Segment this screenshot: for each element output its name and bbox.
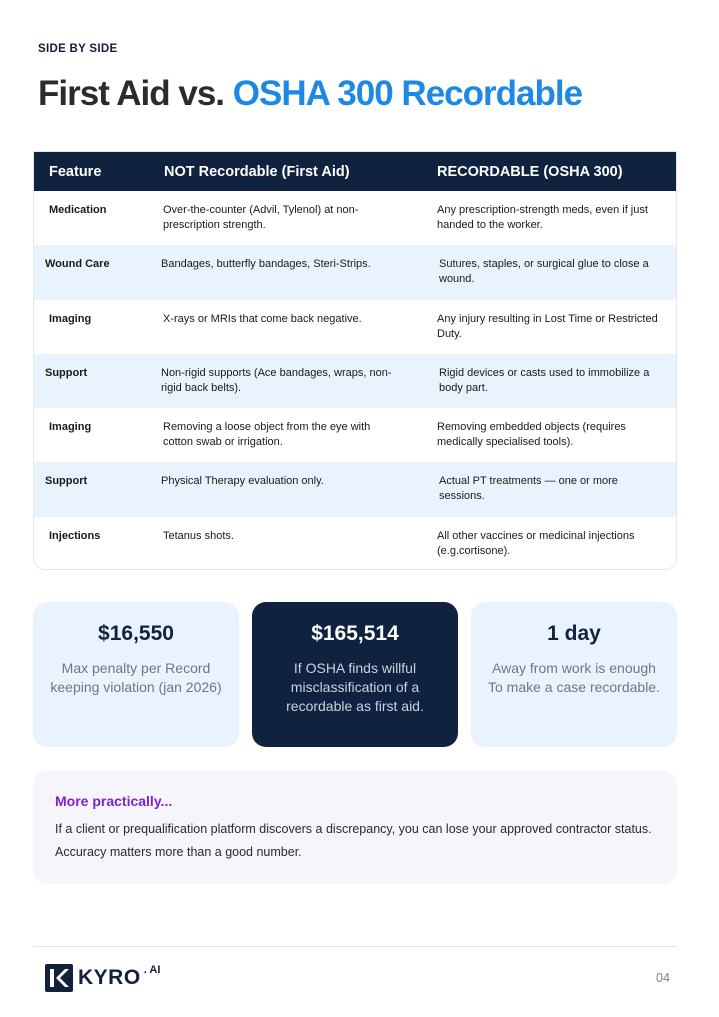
feature-cell: Imaging: [49, 312, 92, 325]
table-row: [34, 354, 676, 408]
stat-description: Max penalty per Record keeping violation (jan 2026): [50, 660, 222, 695]
table-header: [34, 152, 676, 191]
recordable-cell: Removing embedded objects (requires medically specialised tools).: [437, 421, 626, 449]
first-aid-cell: Tetanus shots.: [163, 529, 234, 542]
recordable-cell: Actual PT treatments — one or more sessions.: [439, 475, 618, 503]
kyro-logo: [45, 963, 160, 993]
stats-row: [33, 602, 677, 747]
first-aid-cell: Physical Therapy evaluation only.: [161, 475, 324, 488]
stat-card-willful: [252, 602, 458, 747]
recordable-cell: Any injury resulting in Lost Time or Restricted Duty.: [437, 312, 658, 340]
table-row: [34, 245, 676, 299]
title-accent: OSHA 300 Recordable: [232, 74, 583, 113]
eyebrow-label: SIDE BY SIDE: [38, 43, 118, 55]
feature-cell: Support: [45, 475, 88, 488]
table-row: [34, 408, 676, 462]
recordable-cell: Any prescription-strength meds, even if just handed to the worker.: [437, 204, 648, 231]
page-title: [38, 74, 582, 114]
kyro-logo-icon: [45, 964, 73, 992]
note-heading: More practically...: [55, 793, 173, 809]
first-aid-cell: Non-rigid supports (Ace bandages, wraps, non-rigid back belts).: [161, 366, 392, 394]
feature-cell: Wound Care: [45, 258, 110, 271]
first-aid-cell: Over-the-counter (Advil, Tylenol) at non-prescription strength.: [163, 204, 359, 231]
table-row: [34, 300, 676, 354]
stat-card-penalty: [33, 602, 239, 747]
logo-wordmark: KYRO: [78, 966, 141, 989]
feature-cell: Medication: [49, 204, 107, 216]
comparison-table: [33, 151, 677, 570]
feature-cell: Imaging: [49, 421, 92, 434]
table-row: [34, 191, 676, 245]
stat-value: 1 day: [547, 622, 601, 645]
logo-suffix: . AI: [143, 964, 161, 976]
page-number: 04: [656, 971, 670, 985]
stat-value: $165,514: [311, 622, 399, 645]
stat-description: If OSHA finds willful misclassification of a recordable as first aid.: [286, 660, 424, 714]
recordable-cell: Rigid devices or casts used to immobilize a body part.: [439, 366, 650, 394]
column-header-recordable: RECORDABLE (OSHA 300): [437, 163, 623, 180]
footer-divider: [33, 946, 677, 947]
recordable-cell: All other vaccines or medicinal injections (e.g.cortisone).: [437, 529, 635, 557]
column-header-first-aid: NOT Recordable (First Aid): [164, 163, 350, 180]
first-aid-cell: X-rays or MRIs that come back negative.: [163, 312, 362, 325]
note-body: If a client or prequalification platform discovers a discrepancy, you can lose your approved contractor status. Accuracy matters more than a good number.: [55, 822, 652, 859]
stat-card-one-day: [471, 602, 677, 747]
recordable-cell: Sutures, staples, or surgical glue to close a wound.: [439, 258, 649, 286]
stat-value: $16,550: [98, 622, 174, 645]
note-callout: [33, 771, 677, 884]
stat-description: Away from work is enough To make a case recordable.: [488, 660, 660, 695]
column-header-feature: Feature: [49, 163, 102, 180]
feature-cell: Support: [45, 366, 88, 379]
title-main: First Aid vs.: [38, 74, 225, 113]
table-row: [34, 462, 676, 516]
feature-cell: Injections: [49, 529, 101, 542]
table-row: [34, 517, 676, 570]
first-aid-cell: Bandages, butterfly bandages, Steri-Strips.: [161, 258, 371, 271]
first-aid-cell: Removing a loose object from the eye with cotton swab or irrigation.: [163, 421, 371, 449]
